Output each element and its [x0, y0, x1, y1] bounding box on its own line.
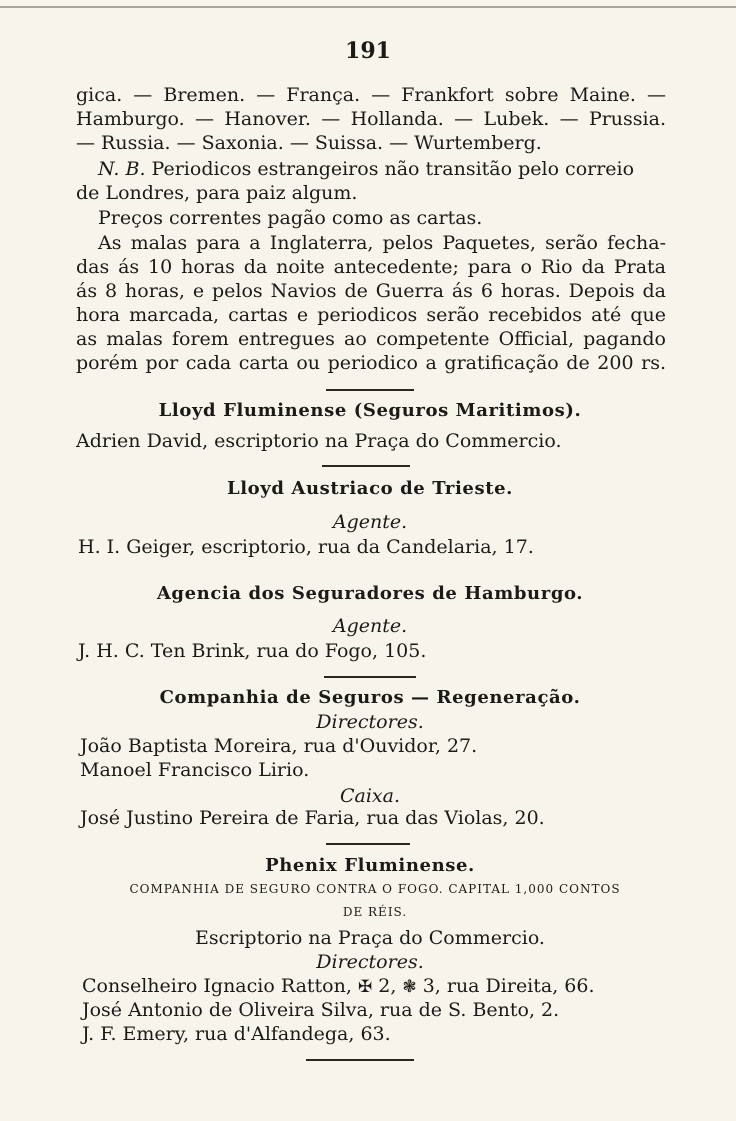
- section-divider: [324, 676, 416, 678]
- entry-ratton-name: Conselheiro Ignacio Ratton,: [82, 975, 358, 997]
- section-heading-regeneracao: Companhia de Seguros — Regeneração.: [159, 687, 581, 708]
- intro-paragraph: [76, 83, 666, 155]
- malas-line: hora marcada, cartas e periodicos serão recebidos até que: [76, 304, 666, 326]
- malas-line: das ás 10 horas da noite antecedente; para o Rio da Prata: [76, 256, 666, 278]
- malas-line: porém por cada carta ou periodico a gratificação de 200 rs.: [76, 352, 666, 374]
- entry-ratton-rest: 3, rua Direita, 66.: [416, 975, 595, 997]
- nb-text: Periodicos estrangeiros não transitão pelo correio: [145, 158, 635, 180]
- nb-paragraph: [76, 157, 666, 205]
- section-heading-lloyd-fluminense: Lloyd Fluminense (Seguros Maritimos).: [158, 400, 582, 421]
- rose-decoration-icon: ❃: [402, 977, 417, 997]
- entry-ignacio-ratton: [82, 975, 672, 997]
- entry-manoel-francisco: Manoel Francisco Lirio.: [80, 759, 310, 781]
- entry-emery: J. F. Emery, rua d'Alfandega, 63.: [82, 1023, 391, 1045]
- intro-line: — Russia. — Saxonia. — Suissa. — Wurtemberg.: [76, 132, 542, 154]
- entry-ratton-num: 2,: [372, 975, 403, 997]
- precos-paragraph: [76, 206, 666, 230]
- entry-joao-baptista: João Baptista Moreira, rua d'Ouvidor, 27.: [80, 735, 478, 757]
- intro-line: gica. — Bremen. — França. — Frankfort sobre Maine. —: [76, 84, 666, 106]
- malas-line: as malas forem entregues ao competente Official, pagando: [76, 328, 666, 350]
- role-caixa: Caixa.: [339, 785, 401, 807]
- section-heading-agencia-hamburgo: Agencia dos Seguradores de Hamburgo.: [156, 583, 584, 604]
- nb-line: [76, 157, 666, 181]
- role-agente: Agente.: [332, 511, 408, 533]
- nb-line: de Londres, para paiz algum.: [76, 182, 358, 204]
- role-directores: Directores.: [316, 711, 424, 733]
- entry-ten-brink: J. H. C. Ten Brink, rua do Fogo, 105.: [78, 640, 427, 662]
- phenix-subtitle-cont: DE RÉIS.: [342, 905, 408, 919]
- nb-label: N. B.: [98, 158, 146, 180]
- section-divider: [326, 389, 414, 391]
- section-divider: [326, 843, 410, 845]
- precos-line: Preços correntes pagão como as cartas.: [98, 207, 483, 229]
- cross-decoration-icon: ✠: [357, 977, 373, 997]
- role-agente: Agente.: [332, 615, 408, 637]
- entry-jose-justino: José Justino Pereira de Faria, rua das Violas, 20.: [80, 807, 545, 829]
- section-heading-phenix: Phenix Fluminense.: [265, 855, 475, 876]
- role-directores: Directores.: [316, 951, 424, 973]
- entry-jose-antonio: José Antonio de Oliveira Silva, rua de S. Bento, 2.: [82, 999, 560, 1021]
- section-divider: [322, 465, 410, 467]
- page-number: 191: [345, 38, 391, 64]
- phenix-escriptorio: Escriptorio na Praça do Commercio.: [195, 927, 545, 949]
- section-heading-lloyd-austriaco: Lloyd Austriaco de Trieste.: [226, 478, 514, 499]
- section-divider: [306, 1059, 414, 1061]
- intro-line: Hamburgo. — Hanover. — Hollanda. — Lubek. — Prussia.: [76, 108, 666, 130]
- malas-paragraph: [76, 231, 666, 375]
- page-top-border: [0, 6, 736, 8]
- entry-adrien-david: Adrien David, escriptorio na Praça do Commercio.: [76, 430, 562, 452]
- phenix-subtitle: COMPANHIA DE SEGURO CONTRA O FOGO. CAPITAL 1,000 CONTOS: [129, 882, 621, 896]
- entry-geiger: H. I. Geiger, escriptorio, rua da Candelaria, 17.: [78, 536, 534, 558]
- malas-line: As malas para a Inglaterra, pelos Paquetes, serão fecha-: [98, 232, 666, 254]
- malas-line: ás 8 horas, e pelos Navios de Guerra ás 6 horas. Depois da: [76, 280, 666, 302]
